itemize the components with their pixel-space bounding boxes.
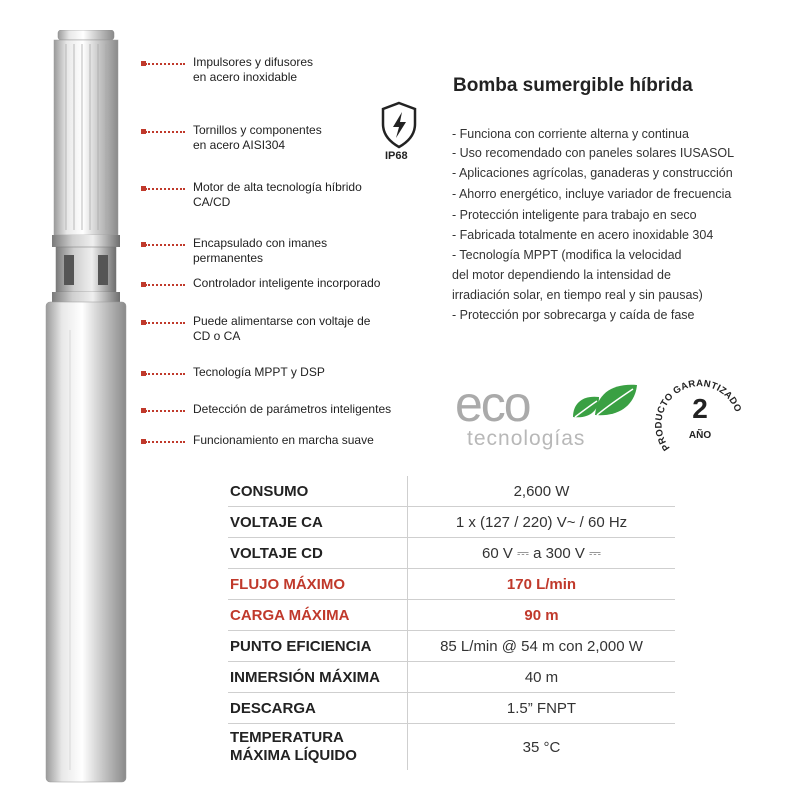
spec-value: 85 L/min @ 54 m con 2,000 W — [408, 631, 676, 662]
spec-label: DESCARGA — [228, 693, 408, 724]
callout-line — [145, 373, 185, 375]
leaf-icon — [565, 375, 645, 425]
callout-line — [145, 284, 185, 286]
spec-label: CARGA MÁXIMA — [228, 600, 408, 631]
feature-text: Funcionamiento en marcha suave — [193, 433, 374, 447]
table-row — [228, 693, 675, 724]
feature-text: Encapsulado con imanes permanentes — [193, 236, 328, 265]
spec-label: INMERSIÓN MÁXIMA — [228, 662, 408, 693]
bullet-item: - Funciona con corriente alterna y continua — [452, 127, 689, 141]
feature-text: Tecnología MPPT y DSP — [193, 365, 325, 379]
spec-value: 1 x (127 / 220) V~ / 60 Hz — [408, 507, 676, 538]
feature-text: Controlador inteligente incorporado — [193, 276, 381, 290]
callout-line — [145, 410, 185, 412]
bullet-item: - Tecnología MPPT (modifica la velocidad — [452, 248, 682, 262]
bullet-item: del motor dependiendo la intensidad de — [452, 268, 671, 282]
bullet-item: - Ahorro energético, incluye variador de frecuencia — [452, 187, 732, 201]
spec-label: PUNTO EFICIENCIA — [228, 631, 408, 662]
bullet-item: - Protección inteligente para trabajo en seco — [452, 208, 697, 222]
guarantee-years: 2 — [692, 393, 708, 424]
callout-line — [145, 131, 185, 133]
bullet-item: - Uso recomendado con paneles solares IUSASOL — [452, 146, 735, 160]
bullet-item: - Protección por sobrecarga y caída de fase — [452, 308, 695, 322]
table-row — [228, 476, 675, 507]
spec-value: 60 V ⎓ a 300 V ⎓ — [408, 538, 676, 569]
table-row — [228, 538, 675, 569]
callout-line — [145, 322, 185, 324]
spec-value: 170 L/min — [408, 569, 676, 600]
spec-value: 1.5” FNPT — [408, 693, 676, 724]
eco-word: eco — [455, 376, 530, 432]
specs-table — [228, 476, 675, 770]
callout-line — [145, 188, 185, 190]
svg-text:PRODUCTO GARANTIZADO: PRODUCTO GARANTIZADO — [653, 378, 744, 453]
table-row — [228, 569, 675, 600]
spec-value: 35 °C — [408, 724, 676, 771]
shield-lightning-icon — [378, 100, 420, 150]
feature-text: Motor de alta tecnología híbrido CA/CD — [193, 180, 362, 209]
table-row — [228, 631, 675, 662]
spec-label: TEMPERATURA MÁXIMA LÍQUIDO — [230, 729, 357, 764]
table-row — [228, 507, 675, 538]
product-title: Bomba sumergible híbrida — [453, 75, 693, 96]
spec-label: VOLTAJE CA — [228, 507, 408, 538]
pump-image — [40, 30, 130, 785]
table-row — [228, 600, 675, 631]
pump-graphic — [40, 30, 130, 785]
spec-value: 2,600 W — [408, 476, 676, 507]
table-row — [228, 662, 675, 693]
ip-rating-label: IP68 — [385, 150, 408, 162]
spec-value: 40 m — [408, 662, 676, 693]
eco-logo — [455, 375, 635, 455]
bullet-item: - Aplicaciones agrícolas, ganaderas y construcción — [452, 166, 733, 180]
table-row — [228, 724, 675, 771]
spec-label: CONSUMO — [228, 476, 408, 507]
callout-line — [145, 441, 185, 443]
bullet-item: - Fabricada totalmente en acero inoxidable 304 — [452, 228, 714, 242]
spec-label: FLUJO MÁXIMO — [228, 569, 408, 600]
spec-value: 90 m — [408, 600, 676, 631]
feature-text: Detección de parámetros inteligentes — [193, 402, 392, 416]
callout-line — [145, 63, 185, 65]
bullet-item: irradiación solar, en tiempo real y sin pausas) — [452, 288, 703, 302]
spec-label: VOLTAJE CD — [228, 538, 408, 569]
callout-line — [145, 244, 185, 246]
feature-text: Impulsores y difusores en acero inoxidable — [193, 55, 314, 84]
feature-text: Tornillos y componentes en acero AISI304 — [193, 123, 322, 152]
guarantee-unit: AÑO — [688, 430, 712, 441]
eco-subtitle: tecnologías — [467, 427, 586, 450]
feature-text: Puede alimentarse con voltaje de CD o CA — [193, 314, 371, 343]
guarantee-badge — [650, 368, 750, 468]
